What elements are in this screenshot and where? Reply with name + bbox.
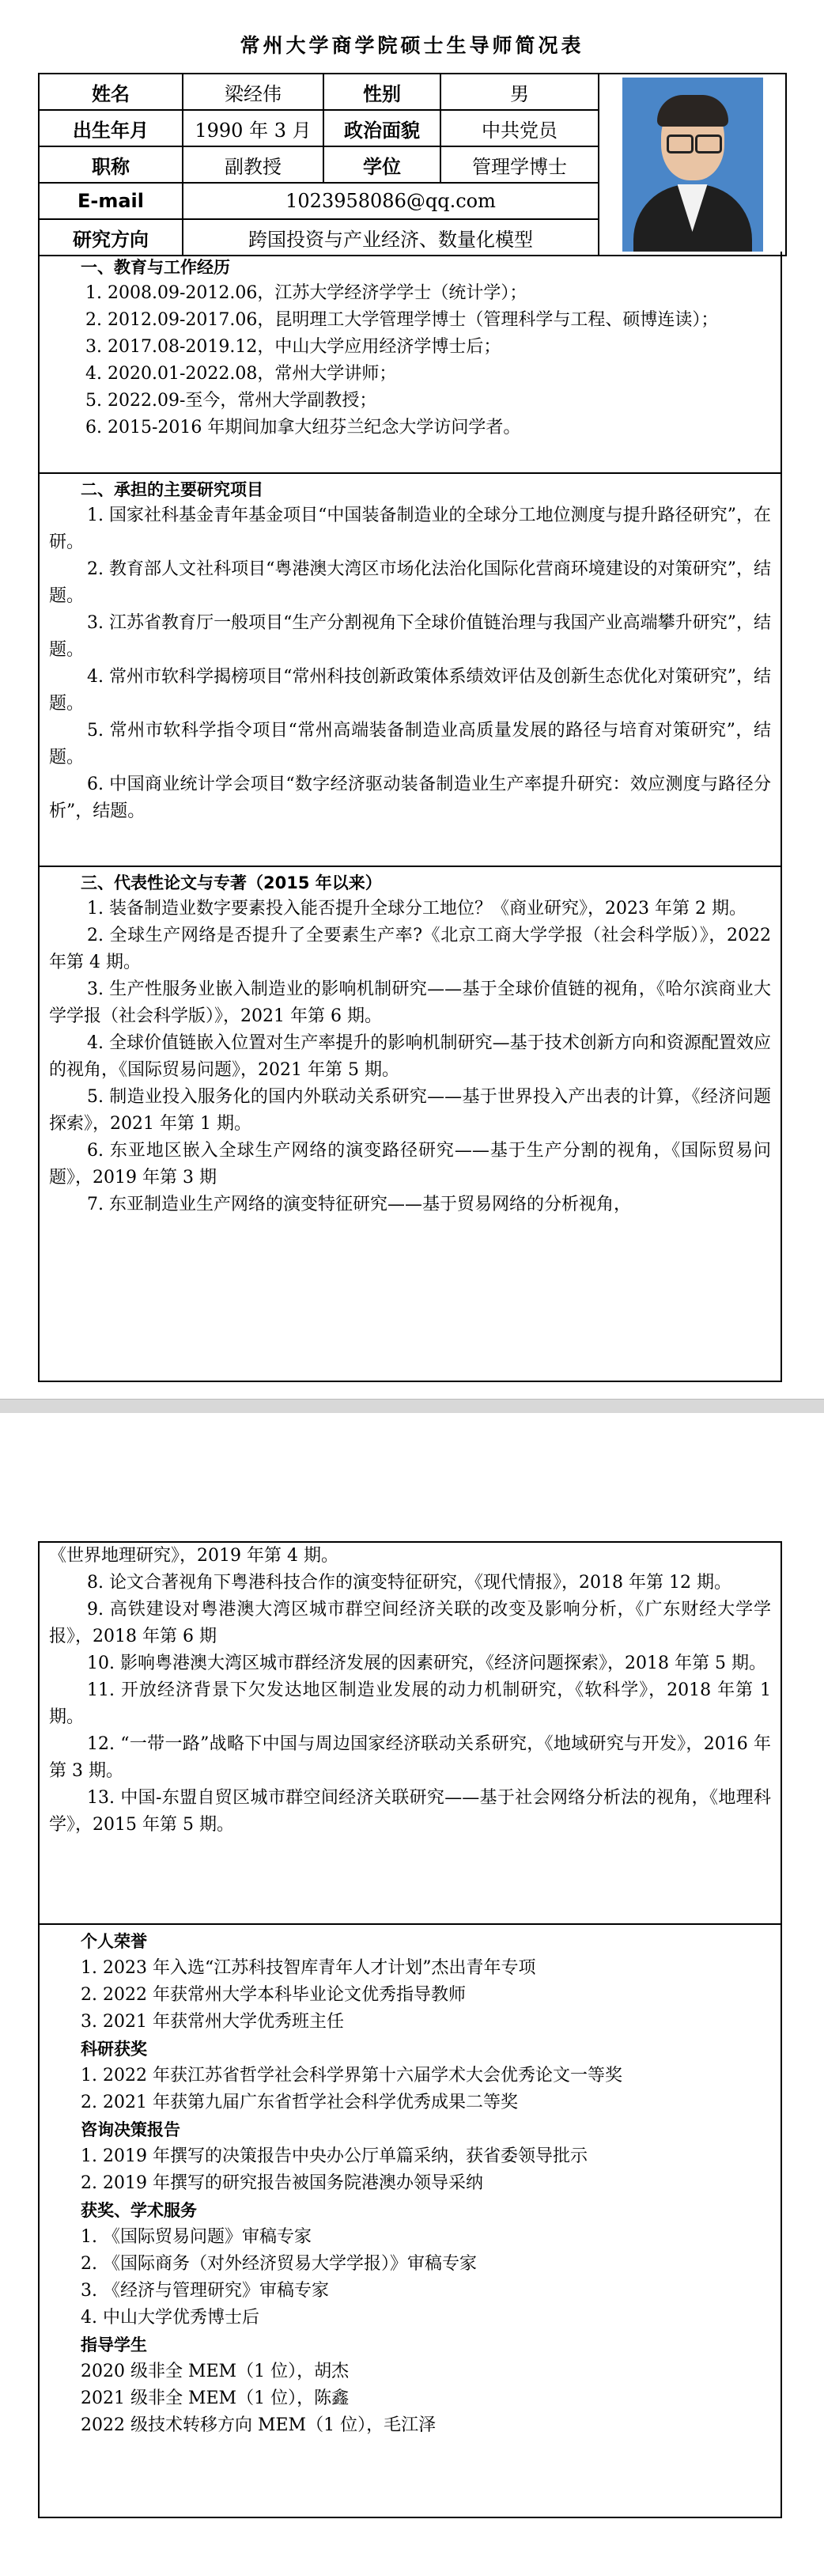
title-label: 职称: [39, 146, 183, 183]
birth-value: 1990 年 3 月: [183, 110, 323, 146]
honors-section: [38, 1925, 782, 2518]
list-item: 6. 2015-2016 年期间加拿大纽芬兰纪念大学访问学者。: [85, 418, 521, 438]
politics-value: 中共党员: [440, 110, 599, 146]
papers-section-continued: [38, 1541, 782, 1925]
projects-heading: 二、承担的主要研究项目: [81, 480, 263, 499]
list-item: 2. 2021 年获第九届广东省哲学社会科学优秀成果二等奖: [81, 2093, 518, 2112]
profile-table: [38, 73, 787, 256]
honors-heading: 个人荣誉: [81, 1932, 147, 1951]
list-item: 2021 级非全 MEM（1 位），陈鑫: [81, 2388, 350, 2408]
person-photo-icon: [622, 78, 763, 252]
email-label: E-mail: [39, 183, 183, 219]
list-item: 2. 教育部人文社科项目“粤港澳大湾区市场化法治化国际化营商环境建设的对策研究”，结题。: [49, 559, 771, 606]
service-heading: 获奖、学术服务: [81, 2201, 197, 2220]
name-value: 梁经伟: [183, 74, 323, 110]
list-item: 13. 中国-东盟自贸区城市群空间经济关联研究——基于社会网络分析法的视角，《地理科学》，2015 年第 5 期。: [49, 1788, 771, 1835]
list-item: 1. 2023 年入选“江苏科技智库青年人才计划”杰出青年专项: [81, 1958, 536, 1978]
list-item: 3. 2021 年获常州大学优秀班主任: [81, 2012, 344, 2032]
list-item: 3. 2017.08-2019.12，中山大学应用经济学博士后；: [85, 337, 501, 357]
education-heading: 一、教育与工作经历: [81, 258, 230, 277]
list-item: 2. 《国际商务（对外经济贸易大学学报）》审稿专家: [81, 2254, 477, 2274]
list-item: 3. 《经济与管理研究》审稿专家: [81, 2281, 329, 2301]
list-item: 11. 开放经济背景下欠发达地区制造业发展的动力机制研究，《软科学》，2018 年第 1 期。: [49, 1680, 771, 1727]
list-item: 1. 2008.09-2012.06，江苏大学经济学学士（统计学）；: [85, 283, 527, 303]
list-item: 12. “一带一路”战略下中国与周边国家经济联动关系研究，《地域研究与开发》，2016 年第 3 期。: [49, 1734, 771, 1781]
list-item: 1. 2022 年获江苏省哲学社会科学界第十六届学术大会优秀论文一等奖: [81, 2066, 622, 2085]
list-item: 2020 级非全 MEM（1 位），胡杰: [81, 2362, 350, 2381]
list-item: 2. 2012.09-2017.06，昆明理工大学管理学博士（管理科学与工程、硕博连读）；: [85, 310, 719, 330]
degree-label: 学位: [323, 146, 440, 183]
list-item: 3. 生产性服务业嵌入制造业的影响机制研究——基于全球价值链的视角，《哈尔滨商业大学学报（社会科学版）》，2021 年第 6 期。: [49, 979, 771, 1026]
list-item: 1. 装备制造业数字要素投入能否提升全球分工地位？《商业研究》，2023 年第 2 期。: [87, 899, 747, 919]
name-label: 姓名: [39, 74, 183, 110]
degree-value: 管理学博士: [440, 146, 599, 183]
education-section: [38, 252, 782, 474]
list-item: 6. 中国商业统计学会项目“数字经济驱动装备制造业生产率提升研究：效应测度与路径分析”，结题。: [49, 775, 771, 821]
list-item: 1. 2019 年撰写的决策报告中央办公厅单篇采纳，获省委领导批示: [81, 2146, 588, 2166]
birth-label: 出生年月: [39, 110, 183, 146]
list-item: 4. 中山大学优秀博士后: [81, 2308, 259, 2328]
gender-value: 男: [440, 74, 599, 110]
awards-heading: 科研获奖: [81, 2040, 147, 2059]
list-item: 2. 2019 年撰写的研究报告被国务院港澳办领导采纳: [81, 2173, 483, 2193]
consulting-heading: 咨询决策报告: [81, 2120, 180, 2139]
list-item: 8. 论文合著视角下粤港科技合作的演变特征研究，《现代情报》，2018 年第 12 期。: [87, 1573, 731, 1593]
document-title: 常州大学商学院硕士生导师简况表: [240, 34, 584, 57]
list-item: 2. 2022 年获常州大学本科毕业论文优秀指导教师: [81, 1985, 466, 2005]
list-item-continuation: 《世界地理研究》，2019 年第 4 期。: [49, 1546, 338, 1566]
list-item: 10. 影响粤港澳大湾区城市群经济发展的因素研究，《经济问题探索》，2018 年第 5 期。: [87, 1654, 766, 1673]
students-heading: 指导学生: [81, 2335, 147, 2354]
email-value: 1023958086@qq.com: [183, 183, 599, 219]
list-item: 4. 2020.01-2022.08，常州大学讲师；: [85, 364, 397, 384]
research-label: 研究方向: [39, 219, 183, 256]
title-value: 副教授: [183, 146, 323, 183]
papers-section: [38, 867, 782, 1382]
politics-label: 政治面貌: [323, 110, 440, 146]
list-item: 9. 高铁建设对粤港澳大湾区城市群空间经济关联的改变及影响分析，《广东财经大学学报》，2018 年第 6 期: [49, 1600, 771, 1646]
list-item: 7. 东亚制造业生产网络的演变特征研究——基于贸易网络的分析视角，: [87, 1195, 631, 1214]
list-item: 4. 常州市软科学揭榜项目“常州科技创新政策体系绩效评估及创新生态优化对策研究”，结题。: [49, 667, 771, 714]
page-2: [0, 1413, 824, 2576]
list-item: 5. 常州市软科学指令项目“常州高端装备制造业高质量发展的路径与培育对策研究”，结题。: [49, 721, 771, 767]
gender-label: 性别: [323, 74, 440, 110]
photo-cell: [599, 74, 786, 256]
page-break: [0, 1399, 824, 1415]
list-item: 4. 全球价值链嵌入位置对生产率提升的影响机制研究—基于技术创新方向和资源配置效应的视角，《国际贸易问题》，2021 年第 5 期。: [49, 1033, 771, 1080]
list-item: 2022 级技术转移方向 MEM（1 位），毛江泽: [81, 2415, 437, 2435]
list-item: 5. 2022.09-至今，常州大学副教授；: [85, 391, 377, 411]
papers-heading: 三、代表性论文与专著（2015 年以来）: [81, 873, 382, 892]
projects-section: [38, 474, 782, 867]
list-item: 3. 江苏省教育厅一般项目“生产分割视角下全球价值链治理与我国产业高端攀升研究”，结题。: [49, 613, 771, 660]
list-item: 2. 全球生产网络是否提升了全要素生产率?《北京工商大学学报（社会科学版）》，2022 年第 4 期。: [49, 926, 771, 972]
list-item: 1. 国家社科基金青年基金项目“中国装备制造业的全球分工地位测度与提升路径研究”，在研。: [49, 506, 771, 552]
list-item: 6. 东亚地区嵌入全球生产网络的演变路径研究——基于生产分割的视角，《国际贸易问题》，2019 年第 3 期: [49, 1141, 771, 1188]
research-value: 跨国投资与产业经济、数量化模型: [183, 219, 599, 256]
list-item: 1. 《国际贸易问题》审稿专家: [81, 2227, 312, 2247]
list-item: 5. 制造业投入服务化的国内外联动关系研究——基于世界投入产出表的计算，《经济问题探索》，2021 年第 1 期。: [49, 1087, 771, 1134]
